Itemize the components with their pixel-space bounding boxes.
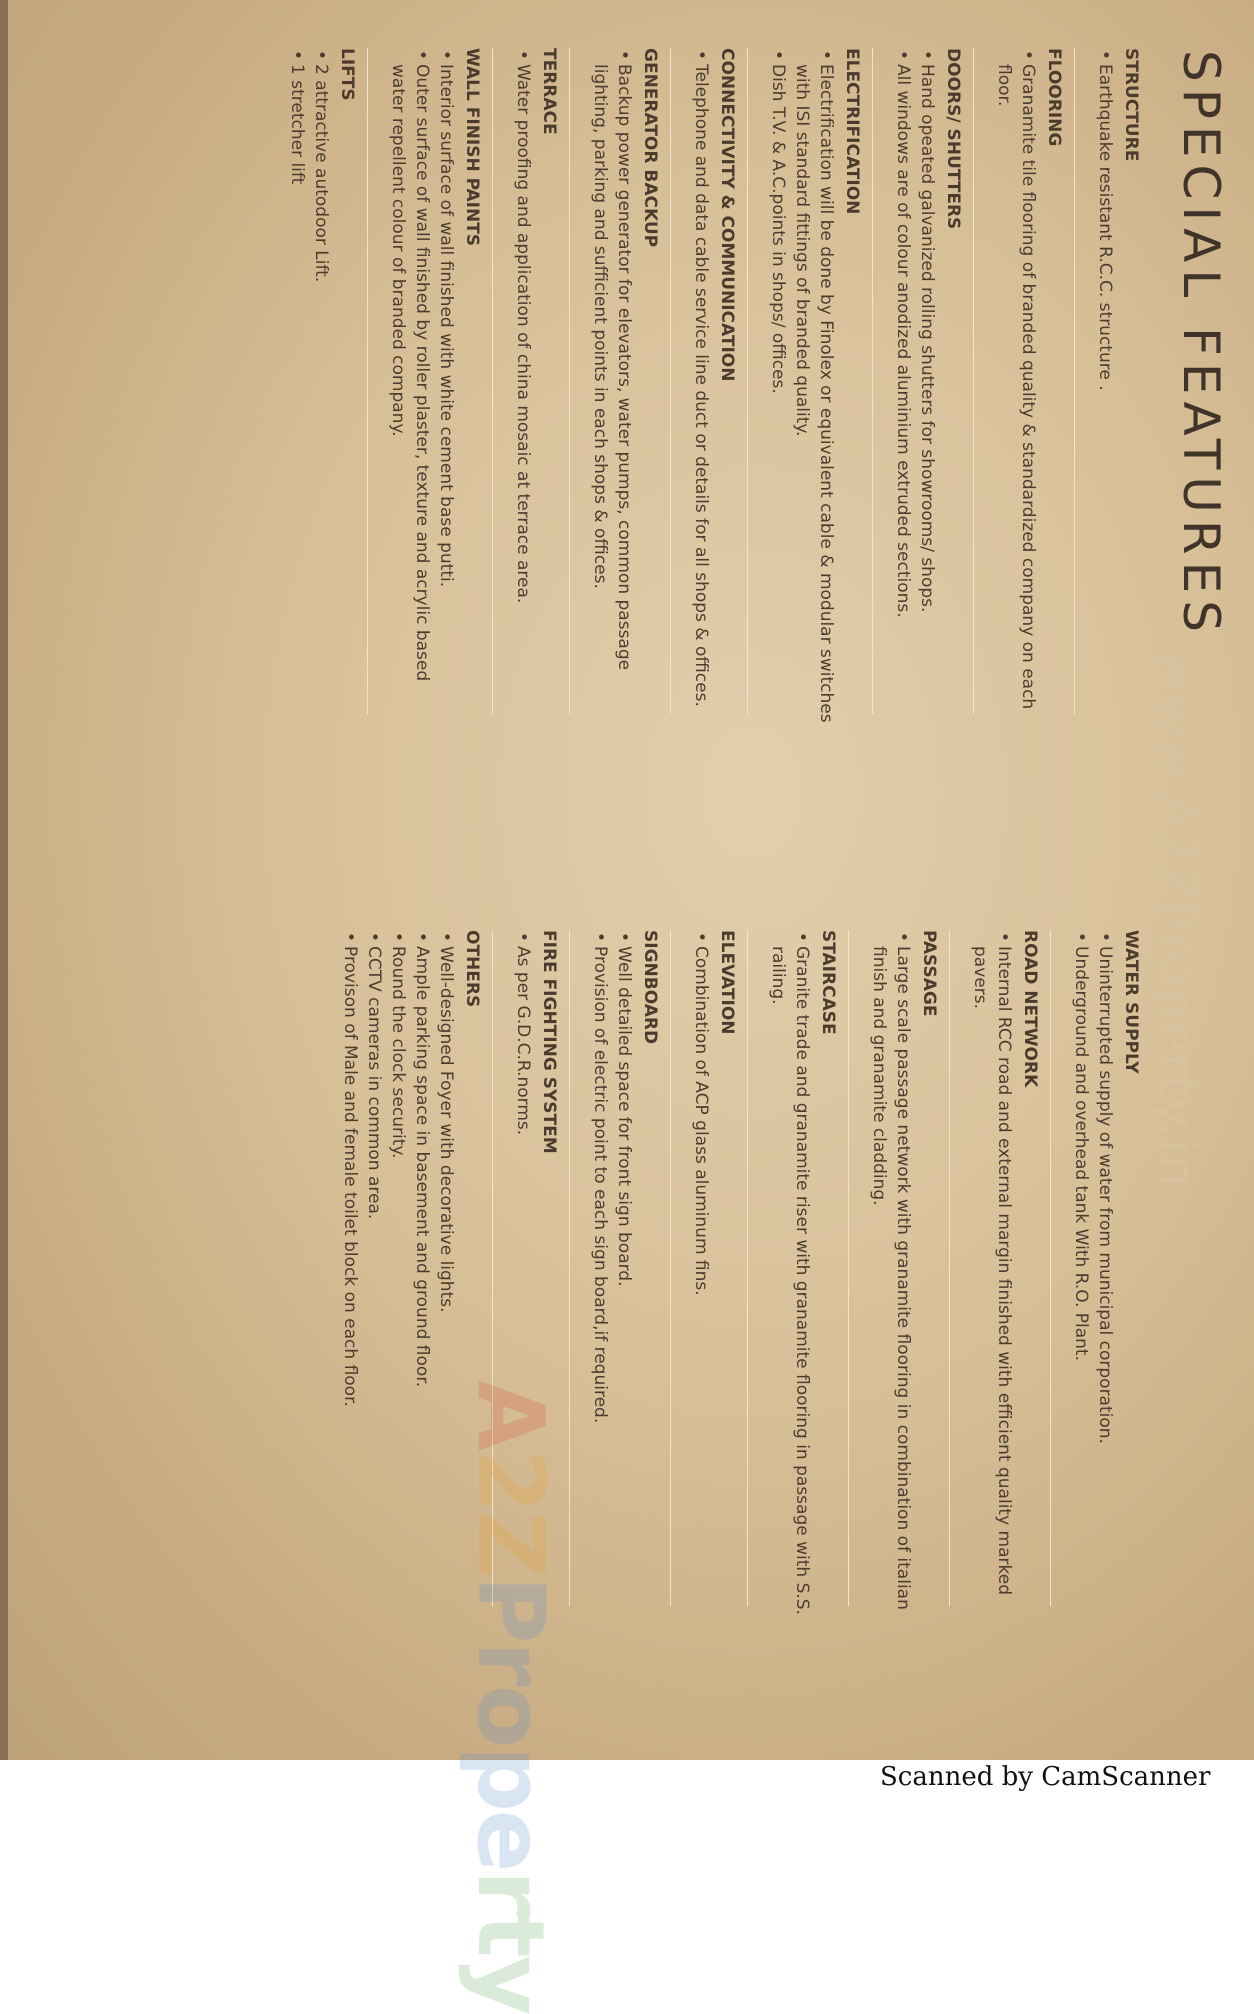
- feature-item: [588, 48, 636, 728]
- feature-item-text: Internal RCC road and external margin finished with efficient quality marked pavers.: [970, 946, 1014, 1596]
- feature-section: [756, 930, 838, 1620]
- bullet-icon: •: [917, 50, 937, 61]
- section-heading: ELECTRIFICATION: [842, 48, 862, 215]
- feature-item-text: Round the clock security.: [388, 946, 408, 1159]
- feature-item: [689, 48, 713, 728]
- watermark-logo-part: rty: [457, 1870, 564, 2014]
- bullet-icon: •: [893, 50, 913, 61]
- section-divider: [569, 48, 570, 714]
- feature-section: [857, 930, 939, 1620]
- bullet-icon: •: [792, 932, 812, 943]
- feature-section: [376, 48, 482, 728]
- section-divider: [872, 48, 873, 714]
- feature-item-text: Large scale passage network with granamite flooring in combination of italian finish and granamite cladding.: [869, 946, 913, 1610]
- section-heading: STRUCTURE: [1121, 48, 1141, 162]
- bullet-icon: •: [311, 50, 331, 61]
- feature-item-text: Telephone and data cable service line duct or details for all shops & offices.: [691, 64, 711, 707]
- bullet-icon: •: [412, 932, 432, 943]
- bullet-icon: •: [816, 50, 836, 61]
- feature-item: [434, 48, 458, 728]
- feature-item: [790, 48, 838, 728]
- bullet-icon: •: [1071, 932, 1091, 943]
- section-heading: SIGNBOARD: [640, 930, 660, 1045]
- section-heading: TERRACE: [539, 48, 559, 135]
- feature-item-text: Outer surface of wall finished by roller plaster, texture and acrylic based water repellent colour of branded company.: [388, 64, 432, 682]
- feature-item-text: All windows are of colour anodized aluminium extruded sections.: [893, 64, 913, 618]
- bullet-icon: •: [287, 50, 307, 61]
- bullet-icon: •: [412, 50, 432, 61]
- section-divider: [848, 930, 849, 1606]
- feature-item-text: Provison of Male and female toilet block on each floor.: [340, 946, 360, 1407]
- feature-item-text: Electrification will be done by Finolex or equivalent cable & modular switches with ISI standard fittings of branded quality.: [792, 64, 836, 723]
- watermark-url: www.A2ZProperty.in: [1146, 650, 1206, 1189]
- feature-item: [386, 48, 434, 728]
- bullet-icon: •: [994, 932, 1014, 943]
- section-divider: [367, 48, 368, 714]
- feature-section: [275, 48, 357, 728]
- scanner-footer: Scanned by CamScanner: [880, 1762, 1211, 1792]
- bullet-icon: •: [893, 932, 913, 943]
- feature-item-text: Uninterrupted supply of water from municipal corporation.: [1095, 946, 1115, 1444]
- feature-item-text: Granamite tile flooring of branded quality & standardized company on each floor.: [994, 64, 1038, 710]
- section-divider: [569, 930, 570, 1606]
- watermark-logo-part: A: [457, 1380, 564, 1450]
- bullet-icon: •: [768, 50, 788, 61]
- feature-item-text: Water proofing and application of china mosaic at terrace area.: [513, 64, 533, 604]
- section-divider: [1074, 48, 1075, 714]
- feature-item: [992, 48, 1040, 728]
- bullet-icon: •: [691, 50, 711, 61]
- feature-section: [578, 48, 660, 728]
- bullet-icon: •: [614, 932, 634, 943]
- bullet-icon: •: [1018, 50, 1038, 61]
- feature-item: [338, 930, 362, 1620]
- feature-item: [915, 48, 939, 728]
- section-divider: [1050, 930, 1051, 1606]
- feature-item: [410, 930, 434, 1620]
- feature-item-text: 1 stretcher lift: [287, 64, 307, 185]
- section-heading: FIRE FIGHTING SYSTEM: [539, 930, 559, 1154]
- bullet-icon: •: [436, 932, 456, 943]
- section-divider: [949, 930, 950, 1606]
- feature-section: [881, 48, 963, 728]
- feature-item: [386, 930, 410, 1620]
- section-divider: [670, 48, 671, 714]
- feature-item-text: Earthquake resistant R.C.C. structure .: [1095, 64, 1115, 391]
- feature-item-text: Interior surface of wall finished with white cement base putti.: [436, 64, 456, 588]
- feature-item-text: Granite trade and granamite riser with granamite flooring in passage with S.S. railing.: [768, 946, 812, 1615]
- feature-item: [588, 930, 612, 1620]
- feature-item-text: Well-designed Foyer with decorative lights.: [436, 946, 456, 1313]
- feature-item: [766, 930, 814, 1620]
- bullet-icon: •: [513, 50, 533, 61]
- section-heading: WATER SUPPLY: [1121, 930, 1141, 1074]
- right-features-column: [328, 930, 1141, 1620]
- bullet-icon: •: [340, 932, 360, 943]
- feature-section: [1083, 48, 1141, 728]
- feature-item: [968, 930, 1016, 1620]
- feature-item-text: Provision of electric point to each sign board,if required.: [590, 946, 610, 1424]
- section-heading: FLOORING: [1044, 48, 1064, 147]
- bullet-icon: •: [364, 932, 384, 943]
- feature-section: [958, 930, 1040, 1620]
- bullet-icon: •: [513, 932, 533, 943]
- section-heading: ROAD NETWORK: [1020, 930, 1040, 1088]
- feature-item: [867, 930, 915, 1620]
- feature-section: [1059, 930, 1141, 1620]
- section-divider: [670, 930, 671, 1606]
- bullet-icon: •: [691, 932, 711, 943]
- feature-item: [1093, 48, 1117, 728]
- section-heading: ELEVATION: [717, 930, 737, 1035]
- feature-section: [756, 48, 862, 728]
- feature-section: [679, 48, 737, 728]
- bullet-icon: •: [388, 932, 408, 943]
- bullet-icon: •: [436, 50, 456, 61]
- section-heading: DOORS/ SHUTTERS: [943, 48, 963, 230]
- feature-item: [1069, 930, 1093, 1620]
- watermark-logo-part: 2Z: [457, 1449, 564, 1576]
- section-heading: WALL FINISH PAINTS: [462, 48, 482, 247]
- feature-item: [689, 930, 713, 1620]
- section-heading: OTHERS: [462, 930, 482, 1008]
- feature-item: [362, 930, 386, 1620]
- feature-section: [501, 48, 559, 728]
- watermark-logo-part: Prope: [457, 1575, 564, 1871]
- feature-item: [766, 48, 790, 728]
- section-heading: STAIRCASE: [818, 930, 838, 1035]
- bullet-icon: •: [590, 932, 610, 943]
- section-divider: [747, 930, 748, 1606]
- feature-item-text: Combination of ACP glass aluminum fins.: [691, 946, 711, 1296]
- feature-item-text: Underground and overhead tank With R.O. Plant.: [1071, 946, 1091, 1362]
- feature-item: [511, 48, 535, 728]
- feature-item: [434, 930, 458, 1620]
- section-heading: CONNECTIVITY & COMMUNICATION: [717, 48, 737, 382]
- feature-item: [891, 48, 915, 728]
- feature-section: [982, 48, 1064, 728]
- feature-section: [679, 930, 737, 1620]
- feature-item-text: Hand opeated galvanized rolling shutters for showrooms/ shops.: [917, 64, 937, 613]
- feature-item-text: 2 attractive autodoor Lift.: [311, 64, 331, 283]
- bullet-icon: •: [1095, 50, 1115, 61]
- feature-item: [1093, 930, 1117, 1620]
- feature-item-text: Backup power generator for elevators, water pumps, common passage lighting, parking and sufficient points in each shops & offices.: [590, 64, 634, 671]
- feature-item-text: Well detailed space for front sign board.: [614, 946, 634, 1287]
- bullet-icon: •: [1095, 932, 1115, 943]
- feature-item-text: CCTV cameras in common area.: [364, 946, 384, 1220]
- section-divider: [747, 48, 748, 714]
- page-title: SPECIAL FEATURES: [1172, 50, 1230, 639]
- section-divider: [492, 48, 493, 714]
- watermark-logo: [457, 1380, 564, 2014]
- feature-item-text: Dish T.V. & A.C.points in shops/ offices.: [768, 64, 788, 394]
- left-features-column: [275, 48, 1141, 728]
- feature-item: [309, 48, 333, 728]
- section-heading: LIFTS: [337, 48, 357, 101]
- section-divider: [973, 48, 974, 714]
- section-heading: GENERATOR BACKUP: [640, 48, 660, 248]
- feature-item: [612, 930, 636, 1620]
- feature-item-text: Ample parking space in basement and ground floor.: [412, 946, 432, 1388]
- feature-item: [285, 48, 309, 728]
- feature-section: [578, 930, 660, 1620]
- bullet-icon: •: [614, 50, 634, 61]
- feature-item-text: As per G.D.C.R.norms.: [513, 946, 533, 1136]
- section-heading: PASSAGE: [919, 930, 939, 1017]
